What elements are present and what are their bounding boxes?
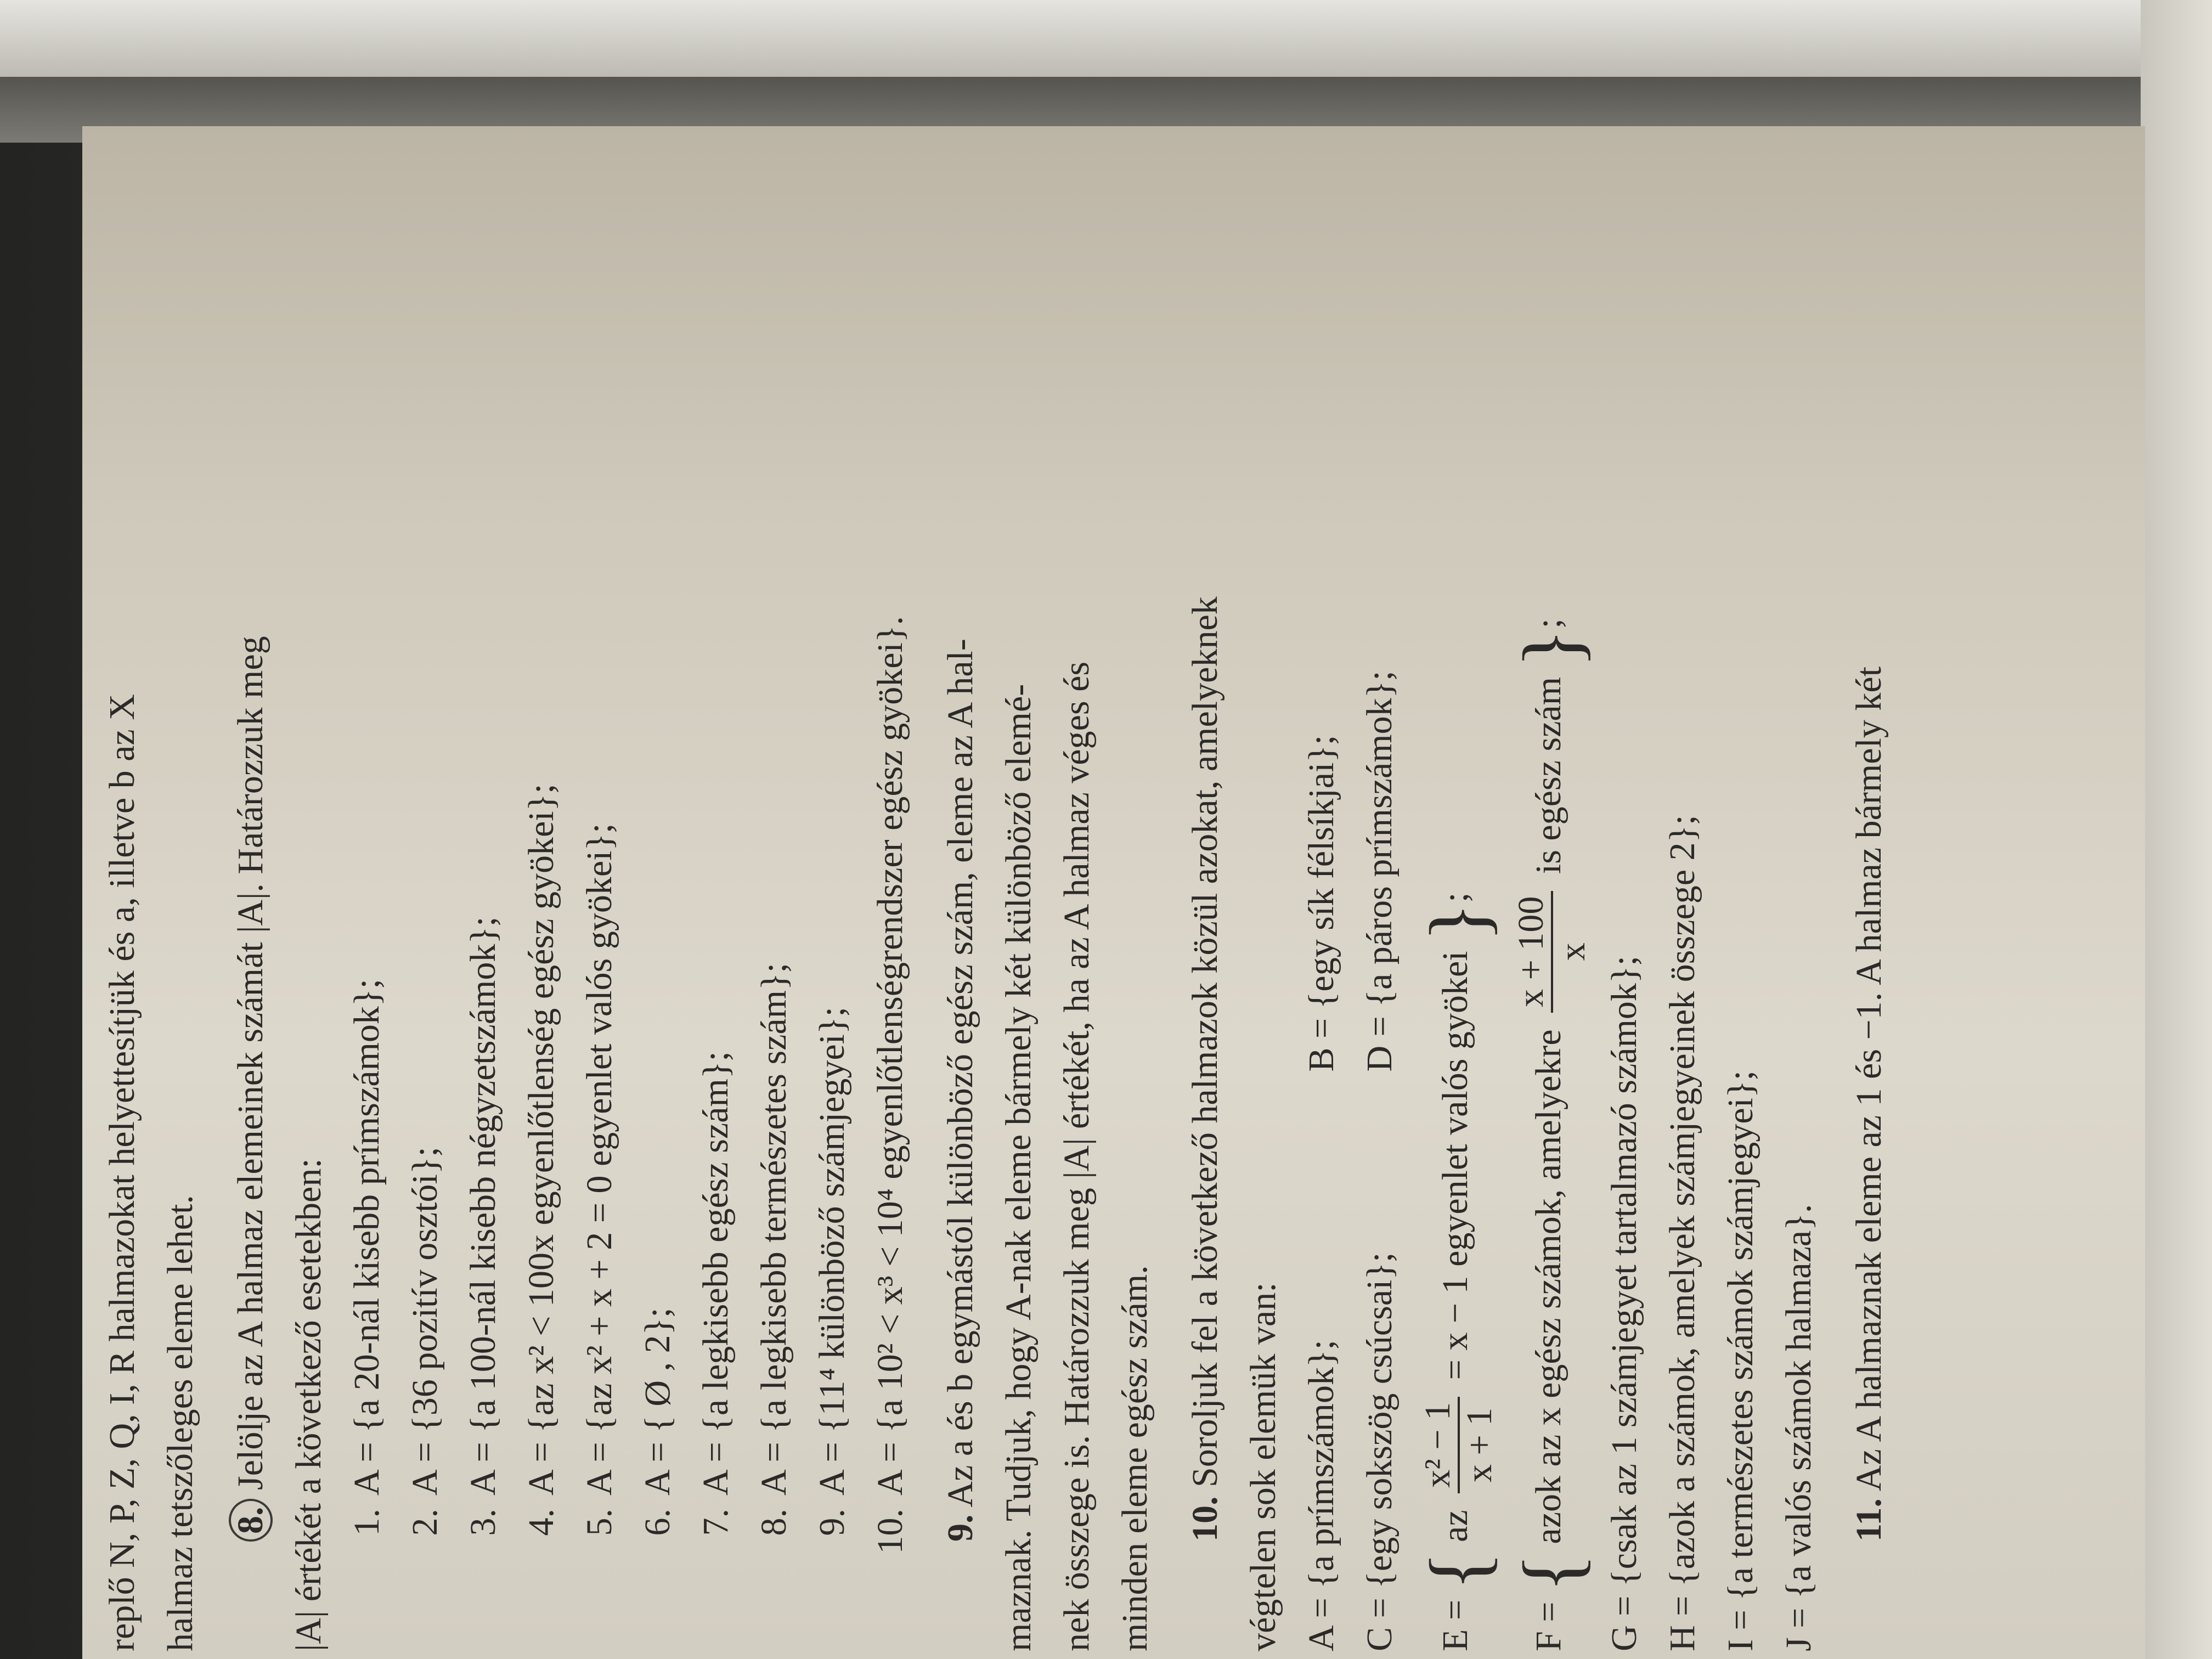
exercise-10-number: 10.: [1185, 1496, 1225, 1542]
list-item: 4.A = {az x² < 100x egyenlőtlenség egész gyökei};: [521, 783, 561, 1536]
set-def-h: H = {azok a számok, amelyek számjegyeinek összege 2};: [1662, 815, 1702, 1651]
set-def-c: C = {egy sokszög csúcsai};: [1359, 1252, 1400, 1651]
exercise-8-line-2: |A| értékét a következő esetekben:: [289, 1158, 329, 1651]
set-def-d: D = {a páros prímszámok};: [1359, 670, 1400, 1072]
set-def-j: J = {a valós számok halmaza}.: [1779, 1204, 1819, 1651]
exercise-10-line-2: végtelen sok elemük van:: [1243, 1282, 1283, 1651]
facing-page-edge: [2141, 0, 2212, 1659]
exercise-9-line-3: nek összege is. Határozzuk meg |A| értékét, ha az A halmaz véges és: [1057, 661, 1097, 1651]
list-item: 10.A = {a 10² < x³ < 10⁴ egyenlőtlenségrendszer egész gyökei}.: [870, 616, 910, 1554]
exercise-9-line-4: minden eleme egész szám.: [1115, 1265, 1155, 1651]
next-page-edge: [0, 0, 2212, 77]
list-item: 2.A = {36 pozitív osztói};: [405, 1147, 445, 1536]
exercise-9-line-1: 9. Az a és b egymástól különböző egész szám, eleme az A hal-: [940, 639, 980, 1542]
list-item: 5.A = {az x² + x + 2 = 0 egyenlet valós gyökei};: [579, 823, 619, 1536]
right-brace-icon: }: [1506, 628, 1598, 668]
exercise-8-heading: [222, 126, 280, 1651]
right-brace-icon: }: [1413, 902, 1504, 942]
list-item: 9.A = {11⁴ különböző számjegyei};: [812, 1007, 852, 1536]
intro-line-1: replő N, P, Z, Q, I, R halmazokat helyettesítjük és a, illetve b az X: [102, 694, 142, 1651]
fraction: x² − 1 x + 1: [1418, 1397, 1499, 1493]
set-def-b: B = {egy sík félsíkjai};: [1301, 735, 1341, 1072]
fraction: x + 100 x: [1511, 891, 1593, 1013]
left-brace-icon: {: [1413, 1551, 1504, 1591]
page-text: [93, 126, 2123, 1651]
exercise-9-number: 9.: [940, 1514, 980, 1542]
list-item: 1.A = {a 20-nál kisebb prímszámok};: [347, 979, 387, 1536]
exercise-8-line-1: Jelölje az A halmaz elemeinek számát |A|. Határozzuk meg: [230, 636, 270, 1490]
list-item: 8.A = {a legkisebb természetes szám};: [754, 962, 794, 1536]
exercise-8-list: [338, 126, 919, 1651]
set-def-g: G = {csak az 1 számjegyet tartalmazó számok};: [1604, 956, 1644, 1651]
list-item: 3.A = {a 100-nál kisebb négyzetszámok};: [463, 916, 503, 1536]
exercise-11-number: 11.: [1849, 1498, 1889, 1542]
set-def-i: I = {a természetes számok számjegyei};: [1720, 1070, 1760, 1651]
set-def-a: A = {a prímszámok};: [1301, 1340, 1341, 1651]
list-item: 6.A = { Ø , 2};: [637, 1307, 678, 1536]
set-def-row-cd: [1351, 126, 1409, 1651]
set-def-row-ab: [1293, 126, 1351, 1651]
exercise-11-line-1: 11. Az A halmaznak eleme az 1 és −1. A halmaz bármely két: [1849, 666, 1889, 1542]
set-def-f: F = { azok az x egész számok, amelyekre x + 100 x is egész szám };: [1506, 618, 1598, 1651]
exercise-8-number: 8.: [229, 1499, 273, 1542]
intro-line-2: halmaz tetszőleges eleme lehet.: [160, 1195, 200, 1651]
set-def-e: E = { az x² − 1 x + 1 = x − 1 egyenlet valós gyökei };: [1413, 892, 1504, 1651]
exercise-10-line-1: 10. Soroljuk fel a következő halmazok közül azokat, amelyeknek: [1185, 596, 1225, 1542]
list-item: 7.A = {a legkisebb egész szám};: [696, 1051, 736, 1536]
left-brace-icon: {: [1506, 1553, 1598, 1593]
exercise-9-line-2: maznak. Tudjuk, hogy A-nak eleme bármely két különböző elemé-: [998, 684, 1039, 1651]
